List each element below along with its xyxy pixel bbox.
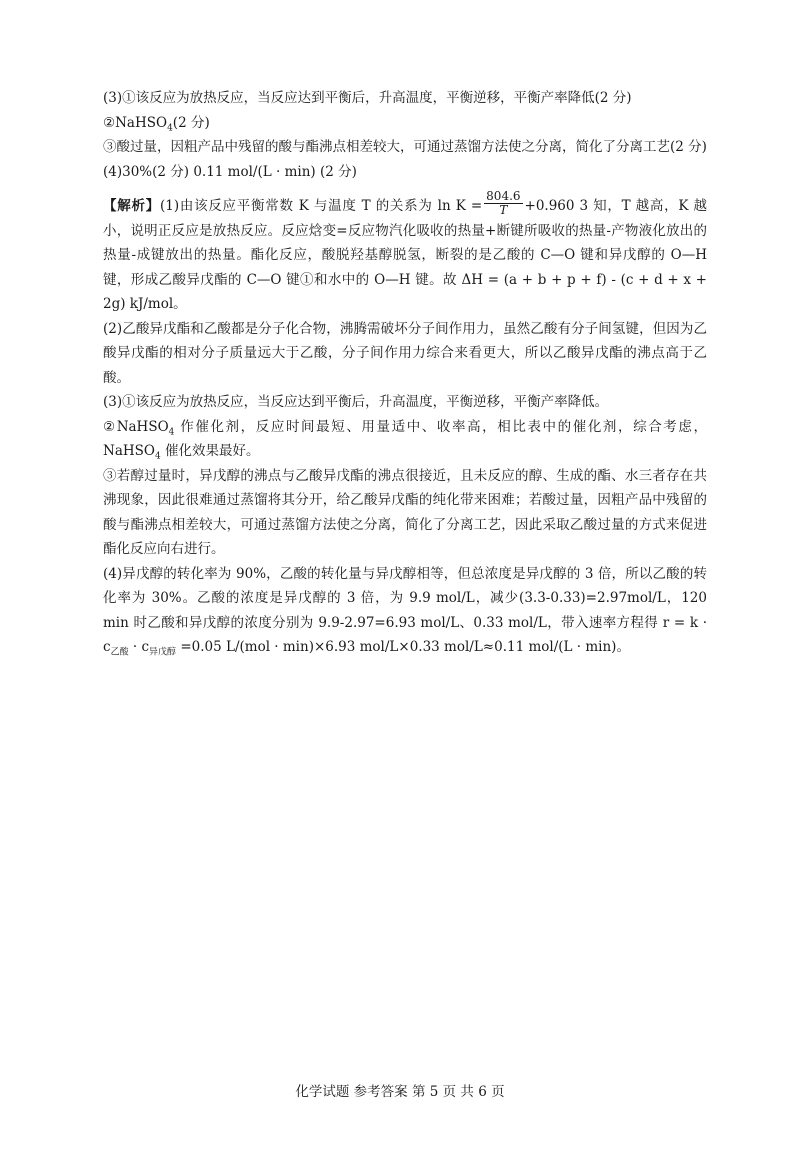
analysis-4-b: · c: [128, 639, 150, 655]
answer-3-2-score: (2 分): [172, 114, 210, 131]
answer-4: (4)30%(2 分) 0.11 mol/(L · min) (2 分): [103, 163, 357, 180]
subscript: 4: [168, 427, 175, 438]
analysis-1-pre: (1)由该反应平衡常数 K 与温度 T 的关系为 ln K =: [159, 198, 483, 214]
analysis-part-3-2: [103, 415, 707, 464]
analysis-3-2-c: 催化效果最好。: [160, 443, 260, 459]
analysis-part-1: [103, 189, 707, 317]
page-footer: 化学试题 参考答案 第 5 页 共 6 页: [295, 1084, 505, 1100]
analysis-part-4: [103, 562, 707, 660]
subscript: 乙酸: [110, 647, 129, 658]
analysis-3-2-a: ②NaHSO: [103, 418, 169, 435]
fraction: [484, 190, 522, 217]
answer-3-1: (3)①该反应为放热反应，当反应达到平衡后，升高温度，平衡逆移，平衡产率降低(2 分): [103, 90, 632, 106]
analysis-label: 【解析】: [103, 198, 160, 214]
subscript: 异戊醇: [149, 647, 177, 658]
fraction-numerator: 804.6: [486, 189, 521, 203]
answer-content: [103, 86, 707, 660]
analysis-part-3-3: ③若醇过量时，异戊醇的沸点与乙酸异戊酯的沸点很接近，且未反应的醇、生成的酯、水三者存在共沸现象，因此很难通过蒸馏将其分开，给乙酸异戊酯的纯化带来困难；若酸过量，因粗产品中残留的酸与酯沸点相差较大，可通过蒸馏方法使之分离，简化了分离工艺，因此采取乙酸过量的方式来促进酯化反应向右进行。: [103, 467, 707, 557]
analysis-4-c: =0.05 L/(mol · min)×6.93 mol/L×0.33 mol/L≈0.11 mol/(L · min)。: [176, 639, 630, 655]
subscript: 4: [167, 123, 173, 134]
answer-3-2-text: ②NaHSO: [103, 114, 168, 131]
answer-3-3: ③酸过量，因粗产品中残留的酸与酯沸点相差较大，可通过蒸馏方法使之分离，简化了分离工艺(2 分): [103, 139, 707, 155]
answer-3-2: [103, 111, 707, 136]
analysis-4-a: (4)异戊醇的转化率为 90%，乙酸的转化量与异戊醇相等，但总浓度是异戊醇的 3 倍，所以乙酸的转化率为 30%。乙酸的浓度是异戊醇的 3 倍，为 9.9 mol/L，减少(3.3-0.33)=2.97mol/L，120 min 时乙酸和异戊醇的浓度分别为 9.9-2.97=6.93 mol/L、0.33 mol/L，带入速率方程得 r = k · c: [103, 565, 707, 655]
subscript: 4: [154, 451, 161, 462]
analysis-3-2-b: 作催化剂，反应时间最短、用量适中、收率高，相比表中的催化剂，综合考虑，NaHSO: [103, 418, 707, 459]
analysis-part-3-1: (3)①该反应为放热反应，当反应达到平衡后，升高温度，平衡逆移，平衡产率降低。: [103, 394, 609, 410]
analysis-1-post: +0.960 3 知，T 越高，K 越小，说明正反应是放热反应。反应焓变=反应物汽化吸收的热量+断键所吸收的热量-产物液化放出的热量-成键放出的热量。酯化反应，酸脱羟基醇脱氢，断裂的是乙酸的 C—O 键和异戊醇的 O—H 键，形成乙酸异戊酯的 C—O 键①和水中的 O—H 键。故 ΔH = (a + b + p + f) - (c + d + x + 2g) kJ/mol。: [103, 198, 707, 312]
analysis-part-2: (2)乙酸异戊酯和乙酸都是分子化合物，沸腾需破坏分子间作用力，虽然乙酸有分子间氢键，但因为乙酸异戊酯的相对分子质量远大于乙酸，分子间作用力综合来看更大，所以乙酸异戊酯的沸点高于乙酸。: [103, 320, 707, 386]
fraction-denominator: T: [499, 203, 508, 217]
